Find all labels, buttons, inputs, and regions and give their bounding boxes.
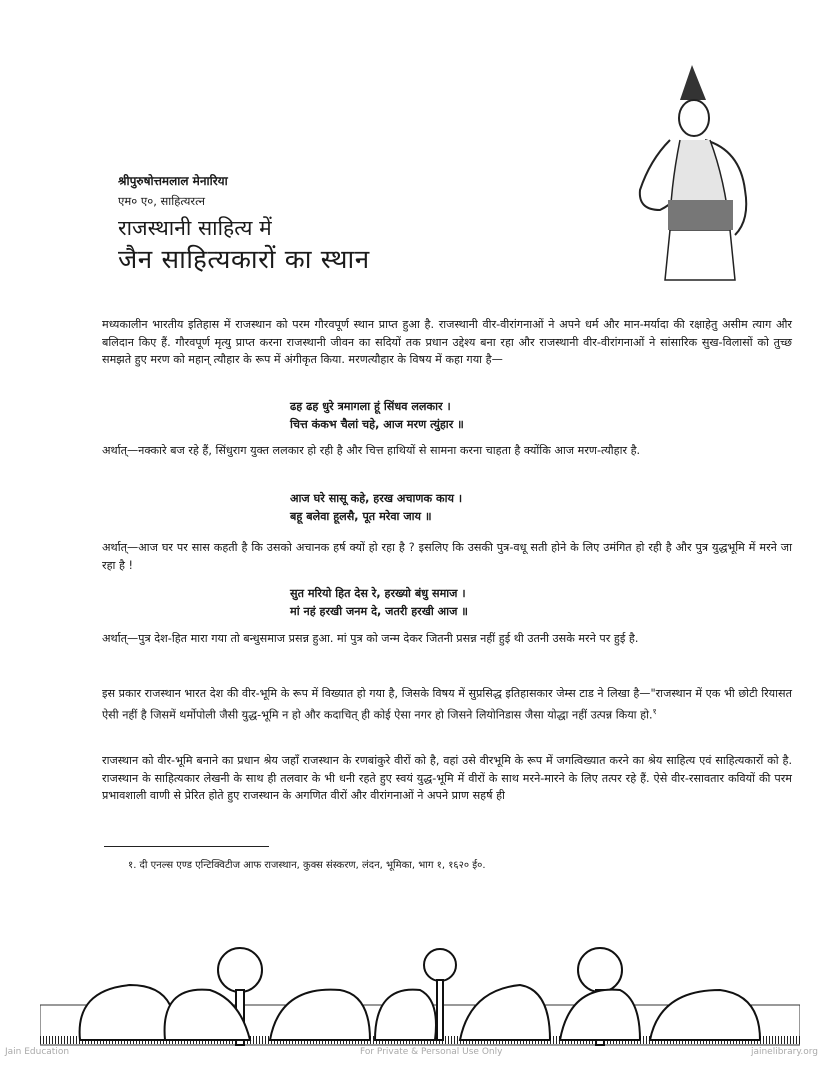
elephant-frieze-illustration xyxy=(40,945,800,1060)
verse-2-line-1: आज घरे सासू कहे, हरख अचाणक काय । xyxy=(290,492,463,505)
verse-1 xyxy=(290,398,464,434)
footnote-divider xyxy=(104,846,269,847)
paragraph-3: अर्थात्—आज घर पर सास कहती है कि उसको अचानक हर्ष क्यों हो रहा है ? इसलिए कि उसकी पुत्र-वधू सती होने के लिए उमंगित हो रही है और पुत्र युद्धभूमि में मरने जा रहा है ! xyxy=(102,541,792,572)
paragraph-6: राजस्थान को वीर-भूमि बनाने का प्रधान श्रेय जहाँ राजस्थान के रणबांकुरे वीरों को है, वहां उसे वीरभूमि के रूप में जगत्विख्यात करने का श्रेय साहित्य एवं साहित्यकारों को है. राजस्थान के साहित्यकार लेखनी के साथ ही तलवार के भी धनी रहते हुए स्वयं युद्ध-भूमि में वीरों के साथ मरने-मारने के लिए तत्पर रहे हैं. ऐसे वीर-रसावतार कवियों की परम प्रभावशाली वाणी से प्रेरित होते हुए राजस्थान के अगणित वीरों और वीरांगनाओं ने अपने प्राण सहर्ष ही xyxy=(102,754,792,803)
author-degree: एम० ए०, साहित्यरत्न xyxy=(118,194,205,208)
paragraph-5-text: इस प्रकार राजस्थान भारत देश की वीर-भूमि के रूप में विख्यात हो गया है, जिसके विषय में सुप्रसिद्ध इतिहासकार जेम्स टाड ने लिखा है—"राजस्थान में एक भी छोटी रियासत ऐसी नहीं है जिसमें थर्मोपोली जैसी युद्ध-भूमि न हो और कदाचित् ही कोई ऐसा नगर हो जिसने लियोनिडास जैसा योद्धा नहीं उत्पन्न किया हो. xyxy=(102,687,792,722)
article-title-line1: राजस्थानी साहित्य में xyxy=(118,216,272,240)
verse-3-line-1: सुत मरियो हित देस रे, हरख्यो बंधु समाज । xyxy=(290,587,466,600)
paragraph-5 xyxy=(102,685,792,724)
verse-3 xyxy=(290,585,468,621)
bodhisattva-illustration xyxy=(610,60,780,285)
footnote-ref: १ xyxy=(652,706,657,716)
paragraph-4: अर्थात्—पुत्र देश-हित मारा गया तो बन्धुसमाज प्रसन्न हुआ. मां पुत्र को जन्म देकर जितनी प्रसन्न नहीं हुई थी उतनी उसके मरने पर हुई है. xyxy=(102,632,639,645)
verse-2 xyxy=(290,490,462,526)
verse-1-line-2: चित्त कंकभ चैलां चहे, आज मरण त्युंहार ॥ xyxy=(290,418,464,431)
author-name: श्रीपुरुषोत्तमलाल मेनारिया xyxy=(118,174,228,188)
paragraph-2: अर्थात्—नक्कारे बज रहे हैं, सिंधुराग युक्त ललकार हो रही है और चित्त हाथियों से सामना करना चाहता है क्योंकि आज मरण-त्यौहार है. xyxy=(102,444,641,457)
paragraph-1: मध्यकालीन भारतीय इतिहास में राजस्थान को परम गौरवपूर्ण स्थान प्राप्त हुआ है. राजस्थानी वीर-वीरांगनाओं ने अपने धर्म और मान-मर्यादा की रक्षाहेतु असीम त्याग और बलिदान किए हैं. गौरवपूर्ण मृत्यु प्राप्त करना राजस्थानी जीवन का सदियों तक प्रधान उद्देश्य बना रहा और राजस्थानी वीर-वीरांगनाओं ने सांसारिक सुख-विलासों को तुच्छ समझते हुए मरण को महान् त्यौहार के रूप में अंगीकृत किया. मरणत्यौहार के विषय में कहा गया है— xyxy=(102,318,793,367)
watermark-left: Jain Education xyxy=(5,1047,70,1057)
footnote: १. दी एनल्स एण्ड एन्टिक्विटीज आफ राजस्थान, कुक्स संस्करण, लंदन, भूमिका, भाग १, १६२० ई०. xyxy=(128,860,486,871)
watermark-right: jainelibrary.org xyxy=(750,1047,818,1057)
verse-1-line-1: ढह ढह धुरे त्रमागला हूं सिंधव ललकार । xyxy=(290,400,451,413)
watermark-middle: For Private & Personal Use Only xyxy=(360,1047,503,1057)
verse-3-line-2: मां नहं हरखी जनम दे, जतरी हरखी आज ॥ xyxy=(290,605,469,618)
article-title-line2: जैन साहित्यकारों का स्थान xyxy=(118,245,370,275)
verse-2-line-2: बहू बलेवा हूलसै, पूत मरेवा जाय ॥ xyxy=(290,510,432,523)
